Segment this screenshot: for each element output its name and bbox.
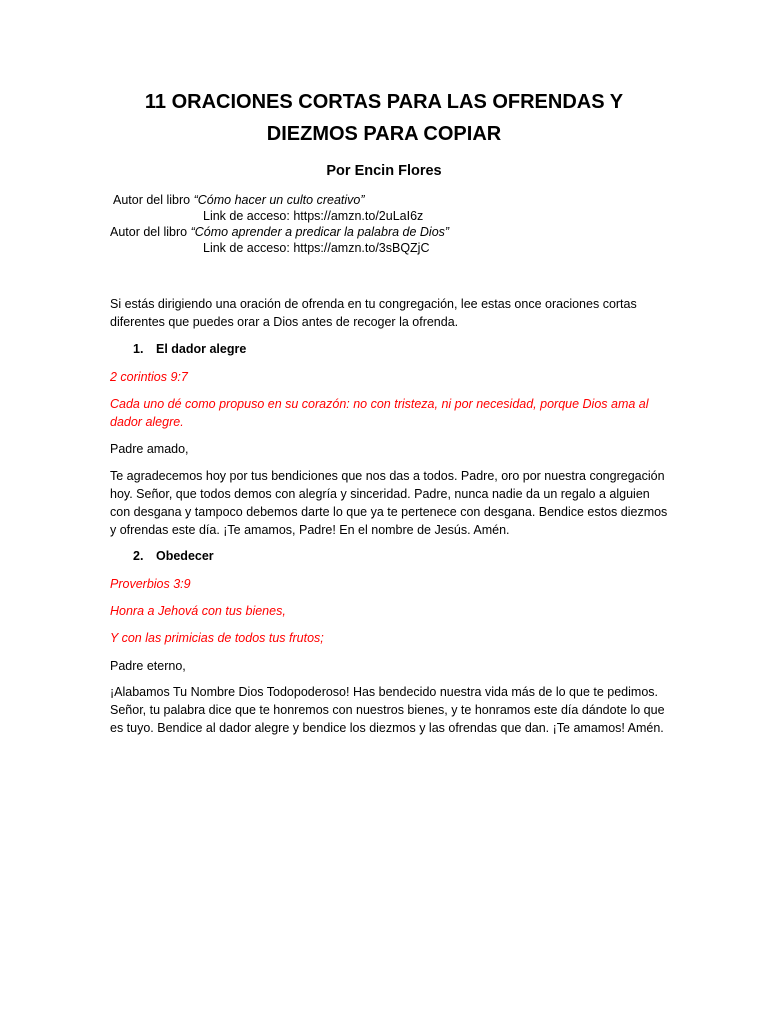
document-title xyxy=(90,86,678,150)
section-2-heading xyxy=(110,547,214,565)
section-1-salutation: Padre amado, xyxy=(110,442,189,456)
section-2-verse-line-2: Y con las primicias de todos tus frutos; xyxy=(110,631,324,645)
book-1-author-line xyxy=(113,192,365,209)
book-2-title: “Cómo aprender a predicar la palabra de Dios” xyxy=(190,225,450,239)
section-1-heading xyxy=(110,340,246,358)
byline: Por Encin Flores xyxy=(326,163,442,179)
book-2-prefix: Autor del libro xyxy=(110,225,191,239)
section-1-verse: Cada uno dé como propuso en su corazón: no con tristeza, ni por necesidad, porque Dios ama al dador alegre. xyxy=(110,397,649,429)
book-1-prefix: Autor del libro xyxy=(113,193,194,207)
intro-paragraph: Si estás dirigiendo una oración de ofrenda en tu congregación, lee estas once oraciones cortas diferentes que puedes orar a Dios antes de recoger la ofrenda. xyxy=(110,297,637,329)
title-line-1: 11 ORACIONES CORTAS PARA LAS OFRENDAS Y xyxy=(144,91,624,113)
book-2-author-line xyxy=(110,224,449,241)
section-1-number: 1. xyxy=(133,342,144,356)
book-2-link[interactable]: Link de acceso: https://amzn.to/3sBQZjC xyxy=(203,241,430,255)
section-1-prayer: Te agradecemos hoy por tus bendiciones que nos das a todos. Padre, oro por nuestra congregación hoy. Señor, que todos demos con alegría y sinceridad. Padre, nunca nadie da un regalo a alguien con desgana y tampoco debemos darte lo que ya te pertenece con desgana. Bendice estos diezmos y ofrendas este día. ¡Te amamos, Padre! En el nombre de Jesús. Amén. xyxy=(110,469,668,537)
section-2-title: Obedecer xyxy=(156,549,214,563)
book-1-title: “Cómo hacer un culto creativo” xyxy=(193,193,365,207)
section-2-verse-line-1: Honra a Jehová con tus bienes, xyxy=(110,604,286,618)
book-1-link[interactable]: Link de acceso: https://amzn.to/2uLaI6z xyxy=(203,209,424,223)
section-2-salutation: Padre eterno, xyxy=(110,659,186,673)
section-1-title: El dador alegre xyxy=(156,342,247,356)
title-line-2: DIEZMOS PARA COPIAR xyxy=(266,123,502,145)
section-2-reference: Proverbios 3:9 xyxy=(110,577,191,591)
section-1-reference: 2 corintios 9:7 xyxy=(110,370,188,384)
section-2-prayer: ¡Alabamos Tu Nombre Dios Todopoderoso! Has bendecido nuestra vida más de lo que te pedimos. Señor, tu palabra dice que te honremos con nuestros bienes, y te honramos este día dándote lo que es tuyo. Bendice al dador alegre y bendice los diezmos y las ofrendas que dan. ¡Te amamos! Amén. xyxy=(110,685,665,735)
section-2-number: 2. xyxy=(133,549,144,563)
